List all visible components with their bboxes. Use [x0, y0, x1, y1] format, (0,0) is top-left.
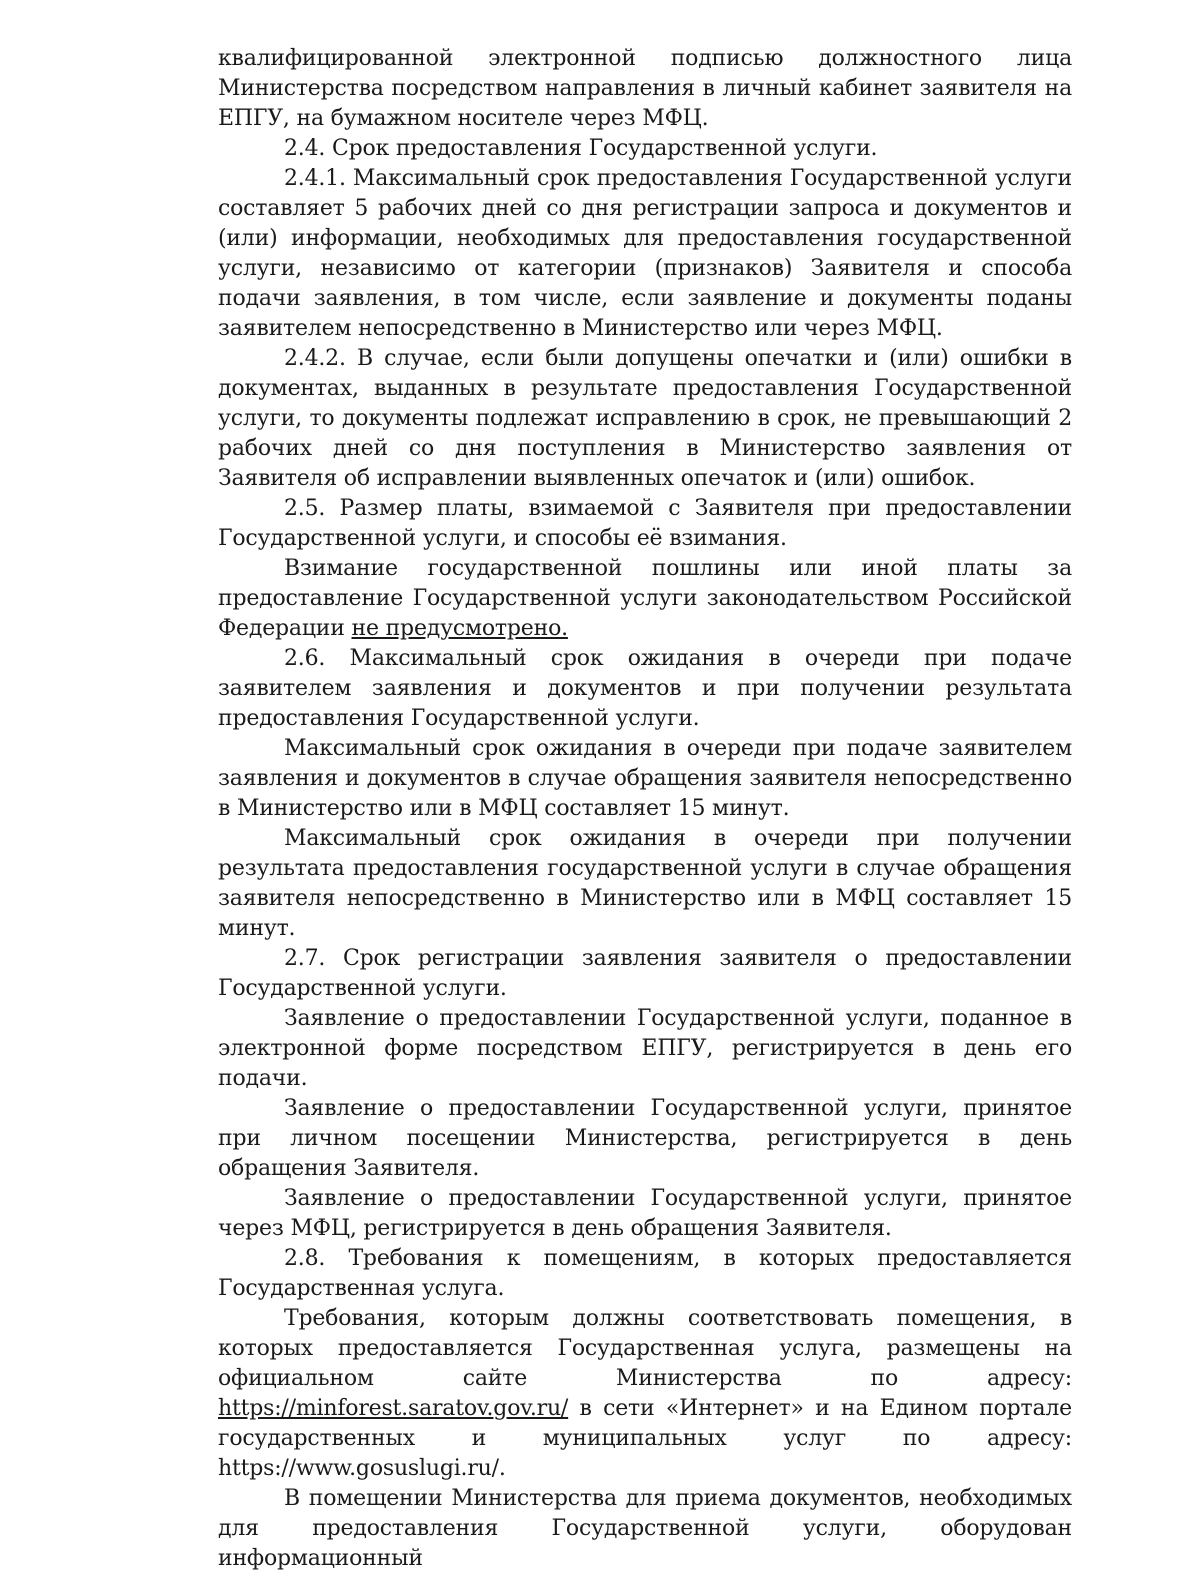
paragraph-1: квалифицированной электронной подписью должностного лица Министерства посредством направления в личный кабинет заявителя на ЕПГУ, на бумажном носителе через МФЦ.	[218, 46, 1072, 131]
paragraph-2-4-heading: 2.4. Срок предоставления Государственной услуги.	[284, 136, 878, 161]
paragraph-2-7-heading: 2.7. Срок регистрации заявления заявителя о предоставлении Государственной услуги.	[218, 946, 1072, 1001]
paragraph-fee	[218, 554, 1072, 644]
paragraph-premises-text: Требования, которым должны соответствовать помещения, в которых предоставляется Государственная услуга, размещены на официальном сайте Министерства по адресу:	[218, 1306, 1072, 1391]
paragraph-queue-result: Максимальный срок ожидания в очереди при получении результата предоставления государственной услуги в случае обращения заявителя непосредственно в Министерство или в МФЦ составляет 15 минут.	[218, 826, 1072, 941]
paragraph-premises-after: в сети «Интернет» и на Едином портале государственных и муниципальных услуг по адресу: https://www.gosuslugi.ru/.	[218, 1396, 1072, 1481]
paragraph-2-4-2: 2.4.2. В случае, если были допущены опечатки и (или) ошибки в документах, выданных в результате предоставления Государственной услуги, то документы подлежат исправлению в срок, не превышающий 2 рабочих дней со дня поступления в Министерство заявления от Заявителя об исправлении выявленных опечаток и (или) ошибок.	[218, 346, 1072, 491]
paragraph-registration-epgu: Заявление о предоставлении Государственной услуги, поданное в электронной форме посредством ЕПГУ, регистрируется в день его подачи.	[218, 1006, 1072, 1091]
paragraph-premises-requirements	[218, 1304, 1072, 1484]
paragraph-2-6-heading: 2.6. Максимальный срок ожидания в очереди при подаче заявителем заявления и документов и при получении результата предоставления Государственной услуги.	[218, 646, 1072, 731]
paragraph-fee-underlined: не предусмотрено.	[351, 616, 568, 641]
paragraph-fee-text: Взимание государственной пошлины или иной платы за предоставление Государственной услуги законодательством Российской Федерации	[218, 556, 1072, 641]
minforest-link[interactable]: https://minforest.saratov.gov.ru/	[218, 1396, 569, 1421]
paragraph-2-5-heading: 2.5. Размер платы, взимаемой с Заявителя при предоставлении Государственной услуги, и способы её взимания.	[218, 496, 1072, 551]
paragraph-info-stand: В помещении Министерства для приема документов, необходимых для предоставления Государственной услуги, оборудован информационный	[218, 1486, 1072, 1571]
paragraph-registration-ministry: Заявление о предоставлении Государственной услуги, принятое при личном посещении Министерства, регистрируется в день обращения Заявителя.	[218, 1096, 1072, 1181]
paragraph-registration-mfc: Заявление о предоставлении Государственной услуги, принятое через МФЦ, регистрируется в день обращения Заявителя.	[218, 1186, 1072, 1241]
paragraph-2-4-1: 2.4.1. Максимальный срок предоставления Государственной услуги составляет 5 рабочих дней со дня регистрации запроса и документов и (или) информации, необходимых для предоставления государственной услуги, независимо от категории (признаков) Заявителя и способа подачи заявления, в том числе, если заявление и документы поданы заявителем непосредственно в Министерство или через МФЦ.	[218, 166, 1072, 341]
paragraph-2-8-heading: 2.8. Требования к помещениям, в которых предоставляется Государственная услуга.	[218, 1246, 1072, 1301]
document-page	[218, 44, 1072, 1574]
paragraph-queue-submit: Максимальный срок ожидания в очереди при подаче заявителем заявления и документов в случае обращения заявителя непосредственно в Министерство или в МФЦ составляет 15 минут.	[218, 736, 1072, 821]
